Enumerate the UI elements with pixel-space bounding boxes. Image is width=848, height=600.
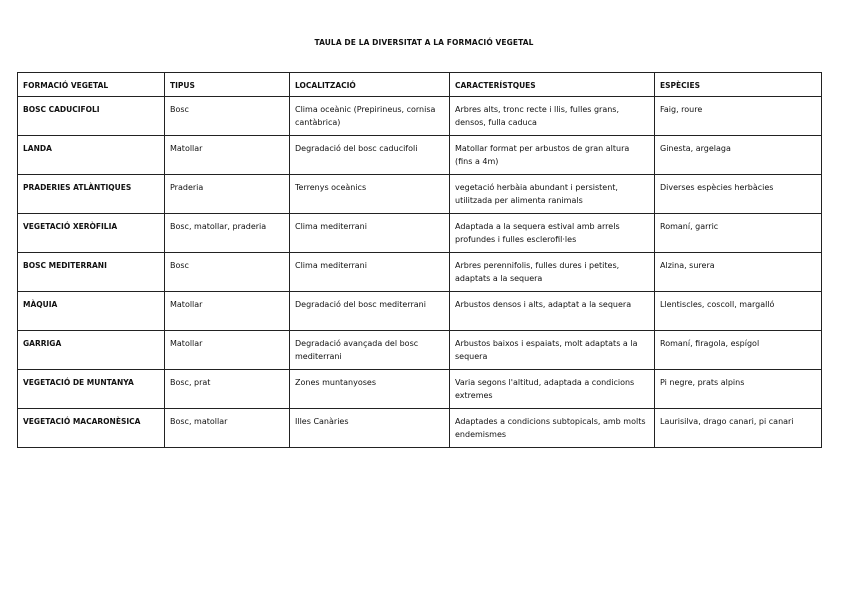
cell-especies: Alzina, surera [655, 253, 822, 292]
cell-tipus: Bosc, matollar [165, 409, 290, 448]
page-title: TAULA DE LA DIVERSITAT A LA FORMACIÓ VEGETAL [314, 38, 534, 47]
cell-caracteristiques: Arbres alts, tronc recte i llis, fulles grans, densos, fulla caduca [450, 97, 655, 136]
header-caracteristiques: CARACTERÍSTQUES [450, 73, 655, 97]
table-row [18, 214, 822, 253]
cell-formacio: GARRIGA [18, 331, 165, 370]
cell-tipus: Matollar [165, 331, 290, 370]
cell-localitzacio: Clima mediterrani [290, 214, 450, 253]
cell-caracteristiques: Arbres perennifolis, fulles dures i petites, adaptats a la sequera [450, 253, 655, 292]
cell-caracteristiques: Adaptades a condicions subtopicals, amb molts endemismes [450, 409, 655, 448]
cell-especies: Llentiscles, coscoll, margalló [655, 292, 822, 331]
cell-tipus: Bosc [165, 253, 290, 292]
table-row [18, 370, 822, 409]
header-tipus: TIPUS [165, 73, 290, 97]
cell-localitzacio: Clima mediterrani [290, 253, 450, 292]
cell-caracteristiques: Arbustos baixos i espaiats, molt adaptats a la sequera [450, 331, 655, 370]
cell-caracteristiques: Arbustos densos i alts, adaptat a la sequera [450, 292, 655, 331]
cell-especies: Romaní, firagola, espígol [655, 331, 822, 370]
cell-localitzacio: Degradació avançada del bosc mediterrani [290, 331, 450, 370]
cell-localitzacio: Zones muntanyoses [290, 370, 450, 409]
table-row [18, 253, 822, 292]
cell-formacio: BOSC MEDITERRANI [18, 253, 165, 292]
table-row [18, 97, 822, 136]
cell-tipus: Bosc [165, 97, 290, 136]
header-formacio: FORMACIÓ VEGETAL [18, 73, 165, 97]
cell-formacio: LANDA [18, 136, 165, 175]
cell-especies: Laurisilva, drago canari, pi canari [655, 409, 822, 448]
table-row [18, 175, 822, 214]
cell-formacio: VEGETACIÓ DE MUNTANYA [18, 370, 165, 409]
cell-tipus: Matollar [165, 136, 290, 175]
table-row [18, 136, 822, 175]
cell-localitzacio: Degradació del bosc mediterrani [290, 292, 450, 331]
cell-localitzacio: Illes Canàries [290, 409, 450, 448]
cell-especies: Diverses espècies herbàcies [655, 175, 822, 214]
cell-formacio: MÀQUIA [18, 292, 165, 331]
header-localitzacio: LOCALITZACIÓ [290, 73, 450, 97]
cell-localitzacio: Degradació del bosc caducifoli [290, 136, 450, 175]
cell-caracteristiques: Varia segons l'altitud, adaptada a condicions extremes [450, 370, 655, 409]
vegetation-table [17, 72, 822, 448]
cell-caracteristiques: Adaptada a la sequera estival amb arrels profundes i fulles esclerofil·les [450, 214, 655, 253]
table-row [18, 292, 822, 331]
cell-tipus: Matollar [165, 292, 290, 331]
cell-localitzacio: Terrenys oceànics [290, 175, 450, 214]
cell-formacio: BOSC CADUCIFOLI [18, 97, 165, 136]
cell-especies: Romaní, garric [655, 214, 822, 253]
cell-tipus: Bosc, matollar, praderia [165, 214, 290, 253]
table-row [18, 409, 822, 448]
cell-formacio: VEGETACIÓ MACARONÈSICA [18, 409, 165, 448]
cell-caracteristiques: Matollar format per arbustos de gran altura (fins a 4m) [450, 136, 655, 175]
cell-tipus: Praderia [165, 175, 290, 214]
cell-especies: Pi negre, prats alpins [655, 370, 822, 409]
table-row [18, 331, 822, 370]
header-especies: ESPÈCIES [655, 73, 822, 97]
cell-especies: Faig, roure [655, 97, 822, 136]
cell-especies: Ginesta, argelaga [655, 136, 822, 175]
cell-formacio: VEGETACIÓ XERÒFILIA [18, 214, 165, 253]
cell-tipus: Bosc, prat [165, 370, 290, 409]
cell-localitzacio: Clima oceànic (Prepirineus, cornisa cantàbrica) [290, 97, 450, 136]
table-header-row [18, 73, 822, 97]
cell-formacio: PRADERIES ATLÀNTIQUES [18, 175, 165, 214]
cell-caracteristiques: vegetació herbàia abundant i persistent, utilitzada per alimenta ranimals [450, 175, 655, 214]
